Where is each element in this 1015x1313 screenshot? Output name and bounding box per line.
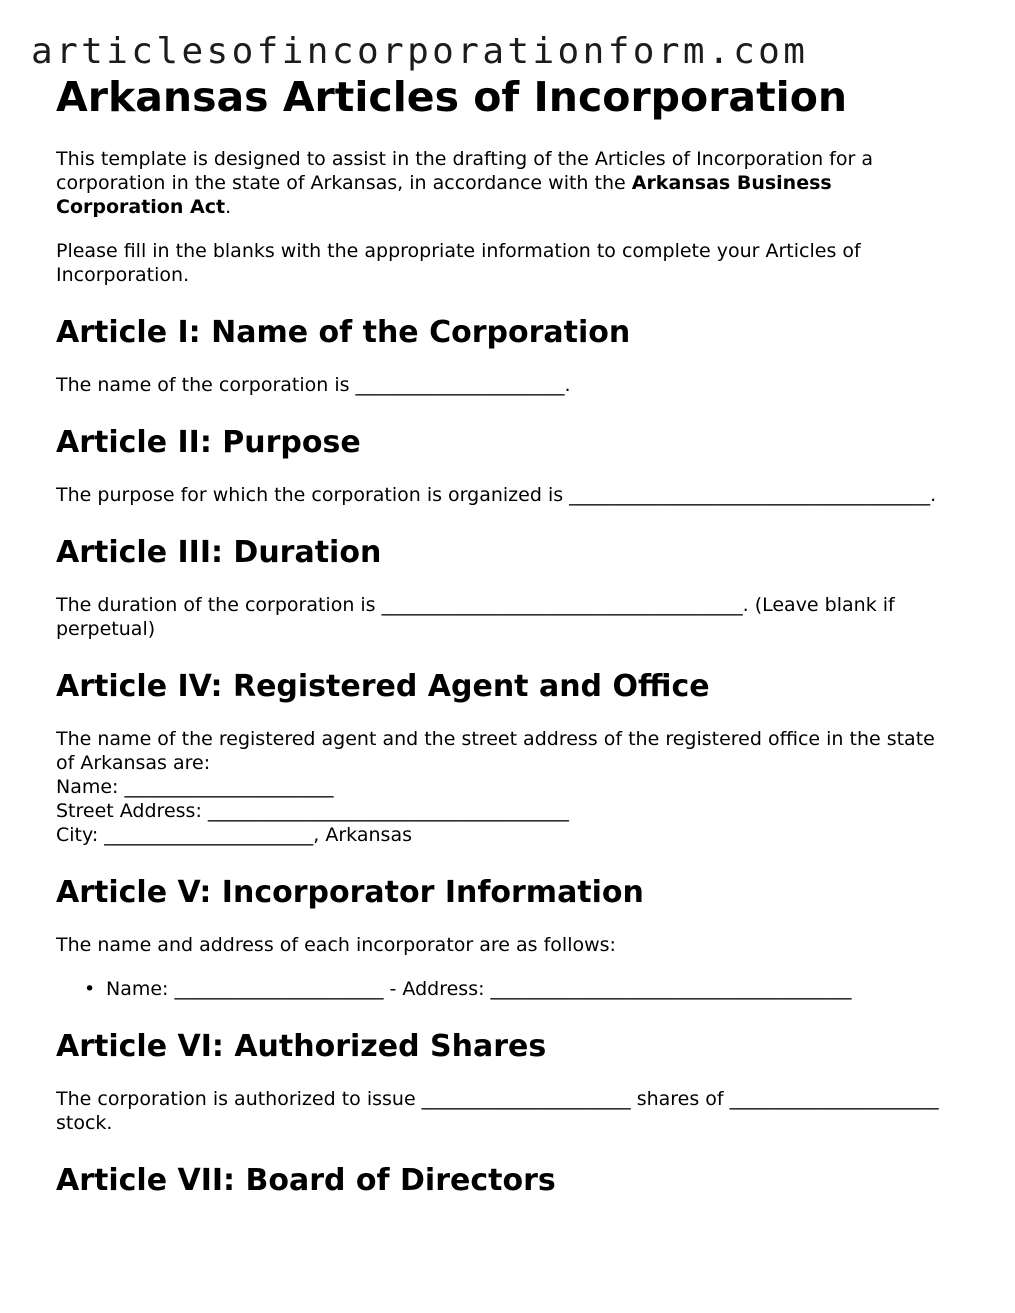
article-5-section <box>56 875 956 1001</box>
article-6-section <box>56 1029 956 1135</box>
agent-street-line: Street Address: ______________________________________ <box>56 800 569 822</box>
article-1-text: The name of the corporation is ______________________. <box>56 374 571 396</box>
article-2-section <box>56 425 956 507</box>
intro-text-end: . <box>225 196 232 218</box>
article-5-lead: The name and address of each incorporator are as follows: <box>56 934 616 956</box>
article-5-heading: Article V: Incorporator Information <box>56 875 644 910</box>
list-item <box>84 977 956 1001</box>
document-page <box>56 72 956 1199</box>
intro-text-start: This template is designed to assist in the drafting of the Articles of Incorporation for a corporation in the state of Arkansas, in accordance with the <box>56 148 873 194</box>
article-7-section <box>56 1163 956 1199</box>
article-2-text: The purpose for which the corporation is organized is ______________________________________. <box>56 484 937 506</box>
document-title: Arkansas Articles of Incorporation <box>56 73 848 121</box>
article-4-heading: Article IV: Registered Agent and Office <box>56 669 710 704</box>
article-6-heading: Article VI: Authorized Shares <box>56 1029 547 1064</box>
article-4-text <box>56 727 956 847</box>
article-1-heading: Article I: Name of the Corporation <box>56 315 631 350</box>
article-6-text: The corporation is authorized to issue ______________________ shares of ______________________ stock. <box>56 1088 939 1134</box>
article-3-heading: Article III: Duration <box>56 535 382 570</box>
article-3-text: The duration of the corporation is ______________________________________. (Leave blank if perpetual) <box>56 594 895 640</box>
intro-paragraph <box>56 147 956 219</box>
article-7-heading: Article VII: Board of Directors <box>56 1163 556 1198</box>
incorporator-list <box>56 977 956 1001</box>
watermark-text: articlesofincorporationform.com <box>31 31 809 72</box>
article-3-section <box>56 535 956 641</box>
agent-city-line: City: ______________________, Arkansas <box>56 824 412 846</box>
act-name: Arkansas Business Corporation Act <box>56 172 832 218</box>
instructions-paragraph: Please fill in the blanks with the appropriate information to complete your Articles of Incorporation. <box>56 240 861 286</box>
agent-name-line: Name: ______________________ <box>56 776 334 798</box>
article-4-lead: The name of the registered agent and the street address of the registered office in the state of Arkansas are: <box>56 728 935 774</box>
article-1-section <box>56 315 956 397</box>
bullet-marker: • <box>84 978 96 1000</box>
incorporator-line: Name: ______________________ - Address: ______________________________________ <box>106 978 852 1000</box>
article-4-section <box>56 669 956 847</box>
article-2-heading: Article II: Purpose <box>56 425 361 460</box>
